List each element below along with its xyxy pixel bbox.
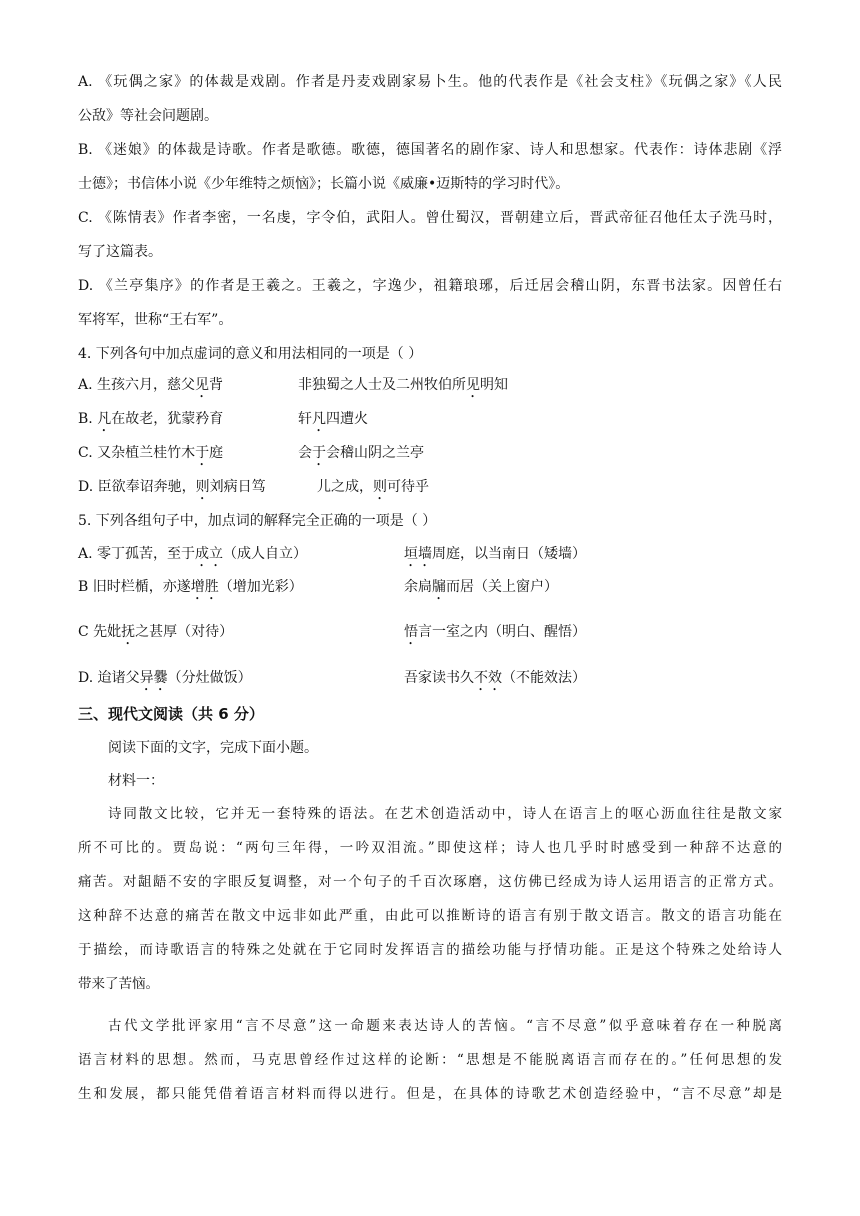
q4-option-a-compare [298,375,508,401]
q5-option-c [78,622,233,648]
q5-option-b [78,577,303,603]
q5-option-d-compare [404,668,586,694]
q4-option-b-compare [298,409,368,435]
reading-instruction: 阅读下面的文字，完成下面小题。 [108,740,318,756]
option-text: 而居（关上窗户） [446,579,558,595]
option-text: 儿之成， [317,479,373,495]
dotted-word: 见 [466,377,480,393]
q3-option-c-line2: 写了这篇表。 [78,244,162,260]
option-letter: A. [78,546,93,562]
q5-option-b-compare [404,577,558,603]
option-text: （分灶做饭） [167,670,252,686]
q3-option-d-line1: D. 《兰亭集序》的作者是王羲之。王羲之，字逸少，祖籍琅琊，后迁居会稽山阴，东晋书法家。因曾任右 [78,278,782,294]
q3-option-c-line1: C. 《陈情表》作者李密，一名虔，字令伯，武阳人。曾仕蜀汉，晋朝建立后，晋武帝征召他任太子洗马时， [78,210,782,226]
paragraph-1-line-2: 所不可比的。贾岛说：“两句三年得，一吟双泪流。”即使这样；诗人也几乎时时感受到一种辞不达意的 [78,840,782,856]
dotted-word: 增胜 [190,579,219,595]
section-title: 三、现代文阅读（共 6 分） [78,705,264,723]
q4-option-c [78,443,223,469]
material-label: 材料一： [108,773,164,789]
option-text: 庭 [209,445,224,461]
option-text: 刘病日笃 [209,479,266,495]
dotted-word: 牖 [432,579,446,595]
q4-option-d-compare [317,477,429,503]
option-letter: B [78,579,89,595]
paragraph-2-line-2: 语言材料的思想。然而，马克思曾经作过这样的论断：“思想是不能脱离语言而存在的。”任何思想的发 [78,1052,782,1068]
paragraph-2-line-3: 生和发展，都只能凭借着语言材料而得以进行。但是，在具体的诗歌艺术创造经验中，“言不尽意”却是 [78,1086,782,1102]
option-text: 旧时栏楯，亦遂 [92,579,191,595]
option-letter: D. [78,479,94,495]
option-text: 又杂植兰桂竹木 [97,445,196,461]
option-text: 先妣 [93,624,122,640]
q4-option-d [78,477,266,503]
option-text: 四遭火 [326,411,368,427]
dotted-word: 抚 [121,624,136,640]
option-letter: D. [78,670,94,686]
q5-option-c-compare [404,622,586,648]
q4-option-a [78,375,223,401]
option-letter: B. [78,411,93,427]
option-text: 轩 [298,411,312,427]
option-text: （不能效法） [502,670,586,686]
dotted-word: 垣墙 [404,546,432,562]
q5-option-a [78,544,307,570]
q3-option-a-line1: A. 《玩偶之家》的体裁是戏剧。作者是丹麦戏剧家易卜生。他的代表作是《社会支柱》《玩偶之家》《人民 [78,74,782,90]
option-text: 会 [298,445,312,461]
dotted-word: 则 [195,479,210,495]
option-text: 余扃 [404,579,432,595]
option-letter: A. [78,377,93,393]
q5-option-a-compare [404,544,586,570]
dotted-word: 异爨 [139,670,168,686]
q4-option-b [78,409,223,435]
option-text: 在故老，犹蒙矜育 [111,411,224,427]
option-text: 明知 [480,377,508,393]
q3-option-a-line2: 公敌》等社会问题剧。 [78,108,218,124]
option-letter: C. [78,445,93,461]
dotted-word: 不效 [474,670,502,686]
dotted-word: 于 [312,445,326,461]
option-text: （成人自立） [223,546,308,562]
option-text: 臣欲奉诏奔驰， [97,479,196,495]
dotted-word: 悟 [404,624,418,640]
q3-option-b-line2: 士德》；书信体小说《少年维特之烦恼》；长篇小说《威廉•迈斯特的学习时代》。 [78,176,570,192]
option-text: （增加光彩） [218,579,303,595]
option-text: 背 [209,377,224,393]
option-letter: C [78,624,89,640]
q4-stem: 4. 下列各句中加点虚词的意义和用法相同的一项是（ ） [78,346,423,362]
dotted-word: 凡 [97,411,112,427]
option-text: 非独蜀之人士及二州牧伯所 [298,377,466,393]
dotted-word: 则 [373,479,387,495]
paragraph-1-line-3: 痛苦。对龃龉不安的字眼反复调整，对一个句子的千百次琢磨，这仿佛已经成为诗人运用语言的正常方式。 [78,874,782,890]
q5-option-d [78,668,252,694]
paragraph-2-line-1: 古代文学批评家用“言不尽意”这一命题来表达诗人的苦恼。“言不尽意”似乎意味着存在一种脱离 [108,1018,782,1034]
dotted-word: 于 [195,445,210,461]
option-text: 会稽山阴之兰亭 [326,445,424,461]
dotted-word: 凡 [312,411,326,427]
option-text: 生孩六月，慈父 [97,377,196,393]
q5-stem: 5. 下列各组句子中，加点词的解释完全正确的一项是（ ） [78,513,437,529]
option-text: 可待乎 [387,479,429,495]
option-text: 周庭，以当南日（矮墙） [432,546,586,562]
paragraph-1-line-1: 诗同散文比较，它并无一套特殊的语法。在艺术创造活动中，诗人在语言上的呕心沥血往往是散文家 [108,806,782,822]
q4-option-c-compare [298,443,424,469]
q3-option-d-line2: 军将军，世称“王右军”。 [78,312,233,328]
q3-option-b-line1: B. 《迷娘》的体裁是诗歌。作者是歌德。歌德，德国著名的剧作家、诗人和思想家。代表作：诗体悲剧《浮 [78,142,782,158]
option-text: 之甚厚（对待） [135,624,234,640]
option-text: 迨诸父 [97,670,140,686]
option-text: 零丁孤苦，至于 [97,546,196,562]
dotted-word: 见 [195,377,210,393]
option-text: 言一室之内（明白、醒悟） [418,624,586,640]
paragraph-1-line-4: 这种辞不达意的痛苦在散文中远非如此严重，由此可以推断诗的语言有别于散文语言。散文的语言功能在 [78,908,782,924]
paragraph-1-line-5: 于描绘，而诗歌语言的特殊之处就在于它同时发挥语言的描绘功能与抒情功能。正是这个特殊之处给诗人 [78,942,782,958]
option-text: 吾家读书久 [404,670,474,686]
paragraph-1-line-6: 带来了苦恼。 [78,976,159,992]
dotted-word: 成立 [195,546,224,562]
